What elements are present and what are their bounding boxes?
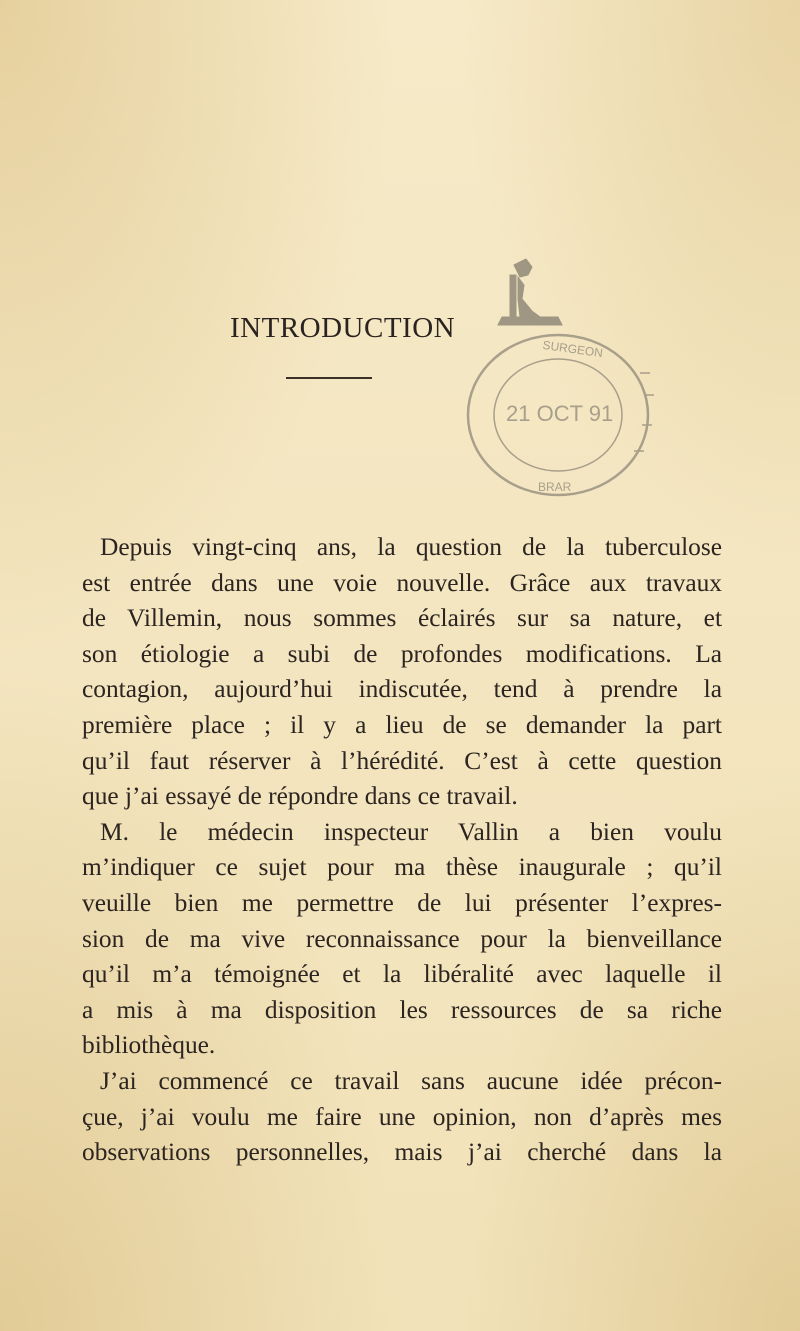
text-line: veuille bien me permettre de lui présenter l’expres- — [82, 888, 722, 917]
library-stamp-icon — [462, 255, 690, 505]
text-line: contagion, aujourd’hui indiscutée, tend à prendre la — [82, 675, 722, 704]
text-line: son étiologie a subi de profondes modifications. La — [82, 639, 722, 668]
text-line: J’ai commencé ce travail sans aucune idée précon- — [100, 1066, 722, 1095]
text-line: première place ; il y a lieu de se demander la part — [82, 710, 722, 739]
text-line: m’indiquer ce sujet pour ma thèse inaugurale ; qu’il — [82, 853, 722, 882]
text-line: M. le médecin inspecteur Vallin a bien voulu — [100, 817, 722, 846]
text-line: qu’il m’a témoignée et la libéralité avec laquelle il — [82, 960, 722, 989]
text-line: de Villemin, nous sommes éclairés sur sa nature, et — [82, 604, 722, 633]
text-line: Depuis vingt-cinq ans, la question de la tuberculose — [100, 533, 722, 561]
svg-text:SURGEON: SURGEON — [541, 337, 604, 361]
heading-rule — [286, 377, 372, 379]
text-line: qu’il faut réserver à l’hérédité. C’est à cette question — [82, 746, 722, 775]
text-line: a mis à ma disposition les ressources de sa riche — [82, 995, 722, 1024]
text-line: sion de ma vive reconnaissance pour la bienveillance — [82, 924, 722, 953]
text-line: çue, j’ai voulu me faire une opinion, non d’après mes — [82, 1102, 722, 1131]
text-line: est entrée dans une voie nouvelle. Grâce aux travaux — [82, 568, 722, 597]
text-line: que j’ai essayé de répondre dans ce travail. — [82, 782, 518, 811]
body-text — [82, 530, 722, 1171]
text-line: bibliothèque. — [82, 1031, 216, 1060]
text-line: observations personnelles, mais j’ai cherché dans la — [82, 1138, 722, 1167]
chapter-heading: INTRODUCTION — [230, 312, 456, 344]
svg-text:21 OCT 91: 21 OCT 91 — [506, 401, 614, 426]
svg-text:BRAR: BRAR — [538, 480, 572, 494]
